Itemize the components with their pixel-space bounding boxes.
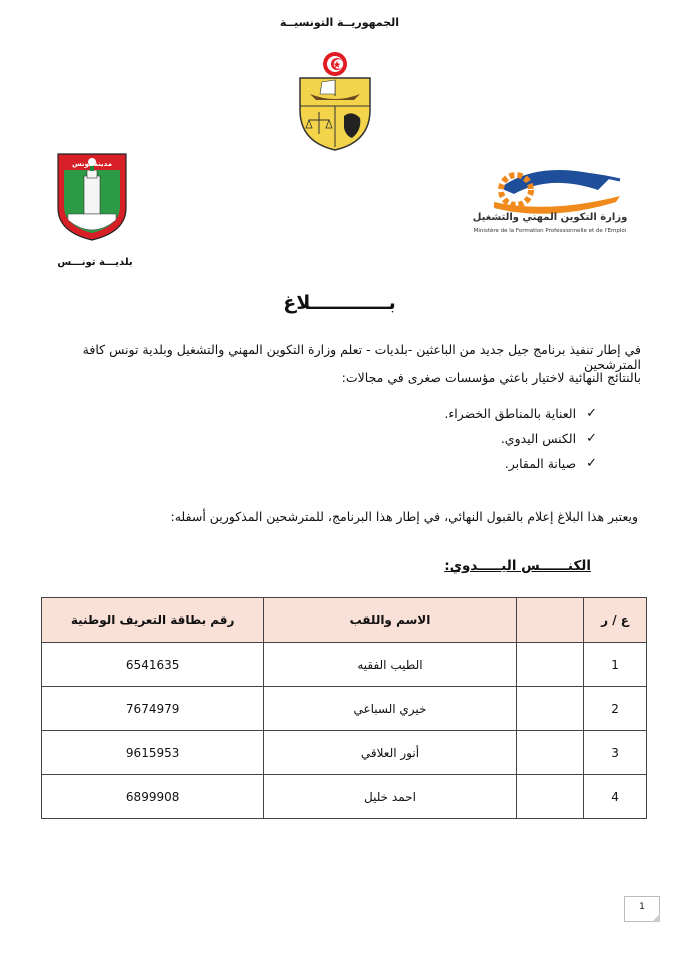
field-item	[444, 406, 597, 421]
table-row	[42, 643, 647, 687]
table-row	[42, 687, 647, 731]
table-row	[42, 775, 647, 819]
checkmark-icon: ✓	[586, 456, 597, 471]
table-header-row	[42, 598, 647, 643]
intro-line-2: بالنتائج النهائية لاختيار باعثي مؤسسات صغرى في مجالات:	[341, 370, 641, 385]
ministry-name-ar: وزارة التكوين المهني والتشغيل	[472, 212, 628, 223]
header-name: الاسم واللقب	[264, 598, 516, 643]
table-row	[42, 731, 647, 775]
closing-statement: ويعتبر هذا البلاغ إعلام بالقبول النهائي، في إطار هذا البرنامج، للمترشحين المذكورين أسفله:	[170, 509, 638, 524]
candidates-table	[41, 597, 647, 819]
cell-blank	[516, 687, 584, 731]
field-item	[501, 431, 597, 446]
field-label: الكنس اليدوي.	[500, 431, 577, 446]
field-label: العناية بالمناطق الخضراء.	[444, 406, 577, 421]
cell-num: 2	[584, 687, 647, 731]
header-num: ع / ر	[584, 598, 647, 643]
municipality-caption: بلديـــة تونـــس	[57, 257, 133, 268]
checkmark-icon: ✓	[586, 406, 597, 421]
cell-id: 6899908	[42, 775, 264, 819]
cell-num: 3	[584, 731, 647, 775]
cell-name: أنور العلاقي	[264, 731, 516, 775]
section-title: الكنــــــس اليـــــدوي:	[444, 558, 591, 574]
cell-name: الطيب الفقيه	[264, 643, 516, 687]
republic-header: الجمهوريــة التونسيــة	[279, 16, 400, 29]
cell-num: 1	[584, 643, 647, 687]
city-crest-label: مدينة تونس	[71, 160, 113, 168]
cell-id: 7674979	[42, 687, 264, 731]
cell-blank	[516, 643, 584, 687]
cell-blank	[516, 731, 584, 775]
field-label: صيانة المقابر.	[504, 456, 577, 471]
cell-blank	[516, 775, 584, 819]
ministry-name-fr: Ministère de la Formation Professionnelle et de l'Emploi	[473, 228, 627, 234]
page-number: 1	[624, 896, 660, 922]
tunisia-coat-of-arms	[292, 50, 378, 152]
checkmark-icon: ✓	[586, 431, 597, 446]
cell-id: 9615953	[42, 731, 264, 775]
cell-name: خيري السباعي	[264, 687, 516, 731]
header-blank	[516, 598, 584, 643]
notice-title: بــــــــــــلاغ	[283, 292, 396, 314]
cell-name: احمد خليل	[264, 775, 516, 819]
intro-line-1: في إطار تنفيذ برنامج جيل جديد من الباعثين -بلديات - تعلم وزارة التكوين المهني والتشغيل وبلدية تونس كافة المترشحين	[82, 342, 641, 372]
header-id: رقم بطاقة التعريف الوطنية	[42, 598, 264, 643]
cell-id: 6541635	[42, 643, 264, 687]
field-item	[505, 456, 597, 471]
cell-num: 4	[584, 775, 647, 819]
